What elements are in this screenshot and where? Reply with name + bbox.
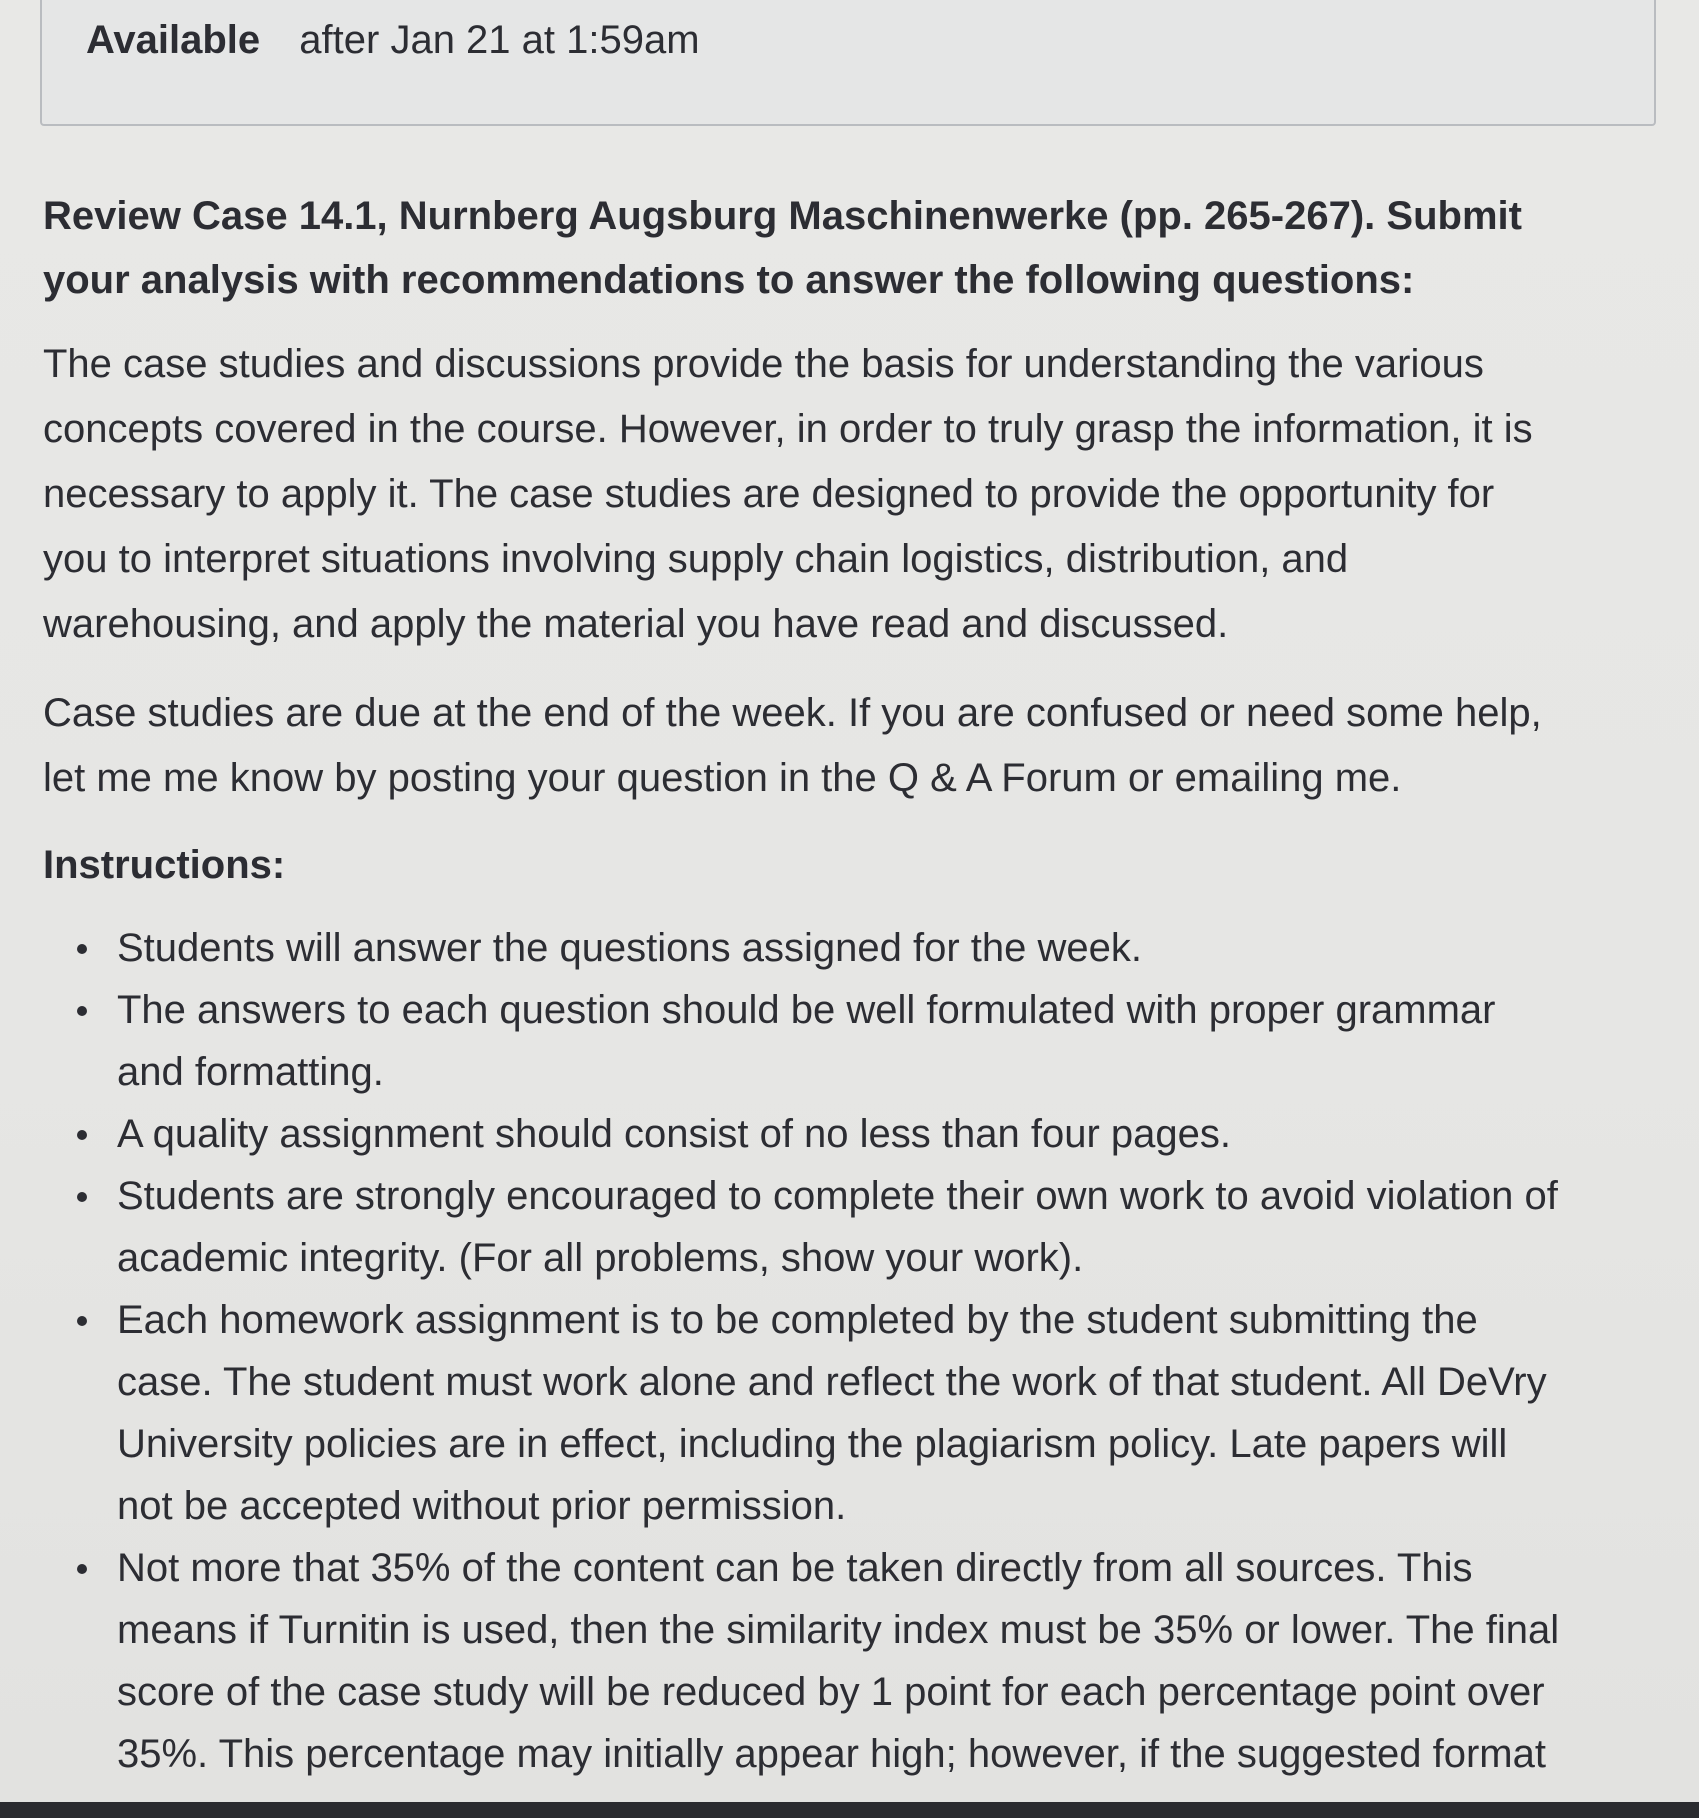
instruction-item (117, 1537, 1643, 1785)
availability-date: after Jan 21 at 1:59am (299, 18, 700, 62)
paragraph-line: The case studies and discussions provide the basis for understanding the various (43, 342, 1484, 386)
instruction-line: Students are strongly encouraged to complete their own work to avoid violation of (117, 1174, 1558, 1218)
instruction-line: and formatting. (117, 1050, 384, 1094)
availability-row (86, 18, 700, 63)
bullet-icon (77, 1316, 87, 1326)
instruction-line: 35%. This percentage may initially appear high; however, if the suggested format (117, 1732, 1546, 1776)
screen-bezel (0, 1802, 1699, 1818)
paragraph-line: you to interpret situations involving supply chain logistics, distribution, and (43, 537, 1349, 581)
instruction-line: University policies are in effect, including the plagiarism policy. Late papers will (117, 1422, 1508, 1466)
assignment-description (43, 184, 1643, 1785)
paragraph-line: let me me know by posting your question in the Q & A Forum or emailing me. (43, 756, 1402, 800)
instruction-item (117, 1289, 1643, 1537)
instruction-item (117, 979, 1643, 1103)
instructions-heading: Instructions: (43, 843, 286, 887)
instruction-line: not be accepted without prior permission. (117, 1484, 847, 1528)
instruction-item (117, 917, 1643, 979)
paragraph-line: Case studies are due at the end of the week. If you are confused or need some help, (43, 691, 1542, 735)
bullet-icon (77, 1192, 87, 1202)
instruction-line: means if Turnitin is used, then the similarity index must be 35% or lower. The final (117, 1608, 1560, 1652)
bullet-icon (77, 1130, 87, 1140)
bullet-icon (77, 1564, 87, 1574)
availability-box (40, 0, 1656, 126)
instructions-list (43, 917, 1643, 1785)
paragraph-line: necessary to apply it. The case studies are designed to provide the opportunity for (43, 472, 1495, 516)
availability-label: Available (86, 18, 261, 62)
case-prompt-line: your analysis with recommendations to answer the following questions: (43, 258, 1415, 302)
intro-paragraph (43, 332, 1643, 657)
bullet-icon (77, 944, 87, 954)
bullet-icon (77, 1006, 87, 1016)
due-date-paragraph (43, 681, 1643, 811)
paragraph-line: concepts covered in the course. However, in order to truly grasp the information, it is (43, 407, 1533, 451)
instruction-line: The answers to each question should be well formulated with proper grammar (117, 988, 1496, 1032)
case-prompt-heading (43, 184, 1643, 312)
case-prompt-line: Review Case 14.1, Nurnberg Augsburg Maschinenwerke (pp. 265-267). Submit (43, 194, 1522, 238)
instruction-line: case. The student must work alone and reflect the work of that student. All DeVry (117, 1360, 1547, 1404)
instruction-line: Each homework assignment is to be completed by the student submitting the (117, 1298, 1478, 1342)
instruction-line: Not more that 35% of the content can be taken directly from all sources. This (117, 1546, 1473, 1590)
instruction-line: Students will answer the questions assigned for the week. (117, 926, 1143, 970)
instruction-line: academic integrity. (For all problems, show your work). (117, 1236, 1084, 1280)
paragraph-line: warehousing, and apply the material you have read and discussed. (43, 602, 1229, 646)
instruction-line: score of the case study will be reduced by 1 point for each percentage point over (117, 1670, 1545, 1714)
instruction-item (117, 1165, 1643, 1289)
instruction-line: A quality assignment should consist of no less than four pages. (117, 1112, 1232, 1156)
instruction-item (117, 1103, 1643, 1165)
